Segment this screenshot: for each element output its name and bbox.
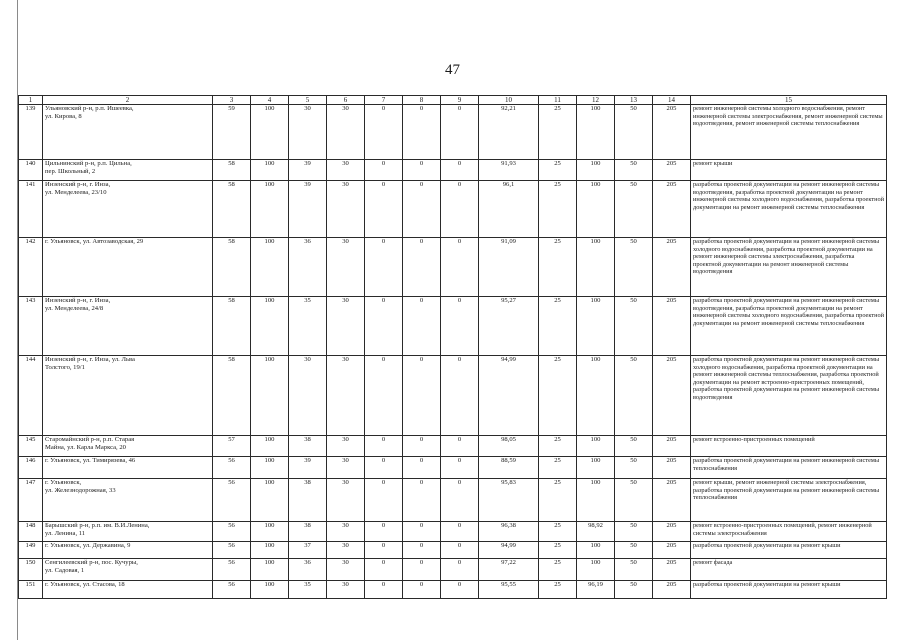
cell-row-number: 141 [19,181,43,238]
cell-col-13: 50 [615,105,653,160]
cell-col-11: 25 [539,559,577,581]
cell-row-number: 148 [19,522,43,542]
cell-col-11: 25 [539,581,577,599]
cell-col-8: 0 [403,581,441,599]
cell-col-7: 0 [365,436,403,457]
column-header-15: 15 [691,96,887,105]
cell-col-9: 0 [441,181,479,238]
cell-col-6: 30 [327,581,365,599]
cell-col-5: 39 [289,181,327,238]
cell-col-13: 50 [615,581,653,599]
cell-col-4: 100 [251,105,289,160]
column-header-11: 11 [539,96,577,105]
cell-col-6: 30 [327,356,365,436]
cell-col-5: 36 [289,238,327,297]
column-header-12: 12 [577,96,615,105]
cell-row-number: 142 [19,238,43,297]
cell-col-4: 100 [251,297,289,356]
cell-col-12: 100 [577,297,615,356]
cell-col-5: 30 [289,356,327,436]
cell-col-12: 100 [577,457,615,479]
cell-col-3: 58 [213,181,251,238]
cell-col-14: 205 [653,581,691,599]
cell-address: г. Ульяновск, ул. Державина, 9 [43,542,213,559]
cell-col-5: 37 [289,542,327,559]
cell-col-3: 56 [213,457,251,479]
cell-col-9: 0 [441,356,479,436]
cell-col-5: 35 [289,297,327,356]
cell-col-12: 100 [577,356,615,436]
column-header-13: 13 [615,96,653,105]
cell-row-number: 151 [19,581,43,599]
cell-col-14: 205 [653,542,691,559]
cell-col-3: 58 [213,297,251,356]
cell-col-3: 59 [213,105,251,160]
cell-col-10: 95,83 [479,479,539,522]
cell-works-description: разработка проектной документации на ремонт инженерной системы теплоснабжения [691,457,887,479]
cell-address: Инзенский р-н, г. Инза, ул. Менделеева, 24/8 [43,297,213,356]
cell-col-8: 0 [403,356,441,436]
table-row [19,160,887,181]
cell-address: Ульяновский р-н, р.п. Ишеевка, ул. Кирова, 8 [43,105,213,160]
cell-col-3: 58 [213,160,251,181]
cell-col-14: 205 [653,105,691,160]
cell-col-5: 30 [289,105,327,160]
cell-col-12: 100 [577,105,615,160]
cell-row-number: 140 [19,160,43,181]
table-row [19,581,887,599]
cell-works-description: разработка проектной документации на ремонт крыши [691,581,887,599]
column-header-10: 10 [479,96,539,105]
cell-col-12: 96,19 [577,581,615,599]
cell-col-14: 205 [653,297,691,356]
column-header-2: 2 [43,96,213,105]
table-row [19,457,887,479]
cell-address: Инзенский р-н, г. Инза, ул. Менделеева, 23/10 [43,181,213,238]
cell-col-13: 50 [615,436,653,457]
cell-row-number: 149 [19,542,43,559]
cell-col-4: 100 [251,522,289,542]
cell-works-description: ремонт инженерной системы холодного водоснабжения, ремонт инженерной системы электроснабжения, ремонт инженерной системы водоотведения, ремонт инженерной системы теплоснабжения [691,105,887,160]
cell-address: г. Ульяновск, ул. Тимирязева, 46 [43,457,213,479]
cell-col-5: 39 [289,160,327,181]
cell-col-8: 0 [403,542,441,559]
cell-col-4: 100 [251,160,289,181]
cell-works-description: ремонт встроенно-пристроенных помещений, ремонт инженерной системы электроснабжения [691,522,887,542]
cell-col-13: 50 [615,457,653,479]
cell-col-4: 100 [251,581,289,599]
cell-col-11: 25 [539,238,577,297]
cell-col-12: 100 [577,238,615,297]
cell-col-13: 50 [615,479,653,522]
cell-col-7: 0 [365,160,403,181]
cell-col-12: 100 [577,559,615,581]
cell-col-12: 100 [577,160,615,181]
cell-address: Инзенский р-н, г. Инза, ул. Льва Толстого, 19/1 [43,356,213,436]
cell-col-10: 96,38 [479,522,539,542]
cell-address: г. Ульяновск, ул. Стасова, 18 [43,581,213,599]
cell-col-7: 0 [365,559,403,581]
cell-col-8: 0 [403,181,441,238]
cell-col-11: 25 [539,105,577,160]
cell-col-9: 0 [441,105,479,160]
cell-col-14: 205 [653,479,691,522]
cell-col-7: 0 [365,297,403,356]
cell-col-8: 0 [403,297,441,356]
table-row [19,238,887,297]
cell-col-4: 100 [251,181,289,238]
cell-col-9: 0 [441,542,479,559]
cell-address: Цильнинский р-н, р.п. Цильна, пер. Школьный, 2 [43,160,213,181]
column-header-9: 9 [441,96,479,105]
cell-col-4: 100 [251,479,289,522]
cell-col-4: 100 [251,542,289,559]
cell-col-13: 50 [615,238,653,297]
table-row [19,542,887,559]
cell-col-7: 0 [365,457,403,479]
cell-col-9: 0 [441,436,479,457]
cell-col-8: 0 [403,105,441,160]
cell-col-8: 0 [403,160,441,181]
cell-col-14: 205 [653,238,691,297]
cell-col-13: 50 [615,522,653,542]
cell-col-6: 30 [327,457,365,479]
cell-col-7: 0 [365,542,403,559]
cell-col-10: 91,93 [479,160,539,181]
cell-col-3: 56 [213,479,251,522]
cell-col-10: 92,21 [479,105,539,160]
cell-col-5: 36 [289,559,327,581]
cell-col-10: 91,09 [479,238,539,297]
table-row [19,181,887,238]
table-row [19,522,887,542]
cell-col-3: 56 [213,581,251,599]
cell-address: г. Ульяновск, ул. Железнодорожная, 33 [43,479,213,522]
cell-works-description: разработка проектной документации на ремонт инженерной системы холодного водоснабжения, разработка проектной документации на ремонт инженерной системы теплоснабжения, разработка проектной документации на ремонт встроенно-пристроенных помещений, разработка проектной документации на ремонт инженерной системы водоотведения [691,356,887,436]
cell-col-3: 56 [213,542,251,559]
cell-col-9: 0 [441,559,479,581]
cell-col-6: 30 [327,479,365,522]
cell-col-3: 56 [213,559,251,581]
column-header-1: 1 [19,96,43,105]
cell-col-12: 100 [577,479,615,522]
table-row [19,436,887,457]
cell-col-6: 30 [327,238,365,297]
column-header-3: 3 [213,96,251,105]
cell-col-3: 57 [213,436,251,457]
cell-col-3: 56 [213,522,251,542]
cell-col-3: 58 [213,356,251,436]
cell-works-description: ремонт крыши [691,160,887,181]
cell-col-7: 0 [365,479,403,522]
cell-col-11: 25 [539,542,577,559]
cell-col-13: 50 [615,356,653,436]
cell-col-11: 25 [539,356,577,436]
cell-col-7: 0 [365,522,403,542]
cell-col-9: 0 [441,297,479,356]
column-header-4: 4 [251,96,289,105]
cell-col-11: 25 [539,522,577,542]
cell-col-9: 0 [441,581,479,599]
table-row [19,105,887,160]
cell-col-14: 205 [653,522,691,542]
cell-col-11: 25 [539,297,577,356]
cell-col-10: 88,59 [479,457,539,479]
cell-col-8: 0 [403,457,441,479]
cell-col-6: 30 [327,436,365,457]
cell-col-4: 100 [251,436,289,457]
cell-col-5: 35 [289,581,327,599]
cell-col-11: 25 [539,479,577,522]
cell-row-number: 143 [19,297,43,356]
table-header [19,96,887,105]
cell-works-description: ремонт встроенно-пристроенных помещений [691,436,887,457]
cell-works-description: разработка проектной документации на ремонт крыши [691,542,887,559]
cell-col-6: 30 [327,522,365,542]
cell-col-11: 25 [539,457,577,479]
cell-row-number: 150 [19,559,43,581]
cell-address: Старомайнский р-н, р.п. Старая Майна, ул. Карла Маркса, 20 [43,436,213,457]
cell-works-description: ремонт крыши, ремонт инженерной системы электроснабжения, разработка проектной документации на ремонт инженерной системы теплоснабжения [691,479,887,522]
table-row [19,559,887,581]
cell-col-11: 25 [539,160,577,181]
cell-works-description: ремонт фасада [691,559,887,581]
column-header-14: 14 [653,96,691,105]
cell-address: Сенгилеевский р-н, пос. Кучуры, ул. Садовая, 1 [43,559,213,581]
cell-col-10: 97,22 [479,559,539,581]
cell-col-10: 95,55 [479,581,539,599]
cell-col-10: 98,05 [479,436,539,457]
cell-works-description: разработка проектной документации на ремонт инженерной системы водоотведения, разработка проектной документации на ремонт инженерной системы холодного водоснабжения, разработка проектной документации на ремонт инженерной системы теплоснабжения [691,181,887,238]
cell-row-number: 147 [19,479,43,522]
table-row [19,356,887,436]
cell-col-14: 205 [653,160,691,181]
cell-works-description: разработка проектной документации на ремонт инженерной системы водоотведения, разработка проектной документации на ремонт инженерной системы холодного водоснабжения, разработка проектной документации на ремонт инженерной системы теплоснабжения [691,297,887,356]
data-table [18,95,887,599]
cell-col-8: 0 [403,436,441,457]
cell-col-13: 50 [615,181,653,238]
cell-col-14: 205 [653,181,691,238]
table-body [19,105,887,599]
cell-col-10: 95,27 [479,297,539,356]
cell-col-6: 30 [327,160,365,181]
column-header-6: 6 [327,96,365,105]
cell-address: г. Ульяновск, ул. Автозаводская, 29 [43,238,213,297]
cell-col-7: 0 [365,238,403,297]
cell-col-12: 100 [577,436,615,457]
cell-col-13: 50 [615,160,653,181]
cell-address: Барышский р-н, р.п. им. В.И.Ленина, ул. Ленина, 11 [43,522,213,542]
cell-col-5: 38 [289,522,327,542]
cell-col-9: 0 [441,238,479,297]
cell-col-10: 96,1 [479,181,539,238]
cell-row-number: 146 [19,457,43,479]
cell-col-9: 0 [441,457,479,479]
cell-col-5: 39 [289,457,327,479]
cell-col-13: 50 [615,542,653,559]
cell-col-14: 205 [653,436,691,457]
column-header-5: 5 [289,96,327,105]
cell-col-4: 100 [251,559,289,581]
cell-col-9: 0 [441,160,479,181]
cell-col-8: 0 [403,522,441,542]
cell-row-number: 145 [19,436,43,457]
cell-col-8: 0 [403,559,441,581]
cell-col-14: 205 [653,559,691,581]
cell-col-6: 30 [327,297,365,356]
cell-col-13: 50 [615,559,653,581]
cell-col-7: 0 [365,581,403,599]
cell-col-4: 100 [251,457,289,479]
cell-col-14: 205 [653,356,691,436]
cell-col-6: 30 [327,542,365,559]
column-header-7: 7 [365,96,403,105]
cell-col-7: 0 [365,356,403,436]
cell-col-7: 0 [365,181,403,238]
cell-col-12: 100 [577,542,615,559]
cell-col-14: 205 [653,457,691,479]
cell-col-6: 30 [327,559,365,581]
page-number: 47 [445,62,460,78]
table-row [19,479,887,522]
table-header-row [19,96,887,105]
cell-col-6: 30 [327,105,365,160]
cell-col-5: 38 [289,436,327,457]
cell-col-4: 100 [251,356,289,436]
cell-col-10: 94,99 [479,542,539,559]
cell-col-6: 30 [327,181,365,238]
cell-col-10: 94,99 [479,356,539,436]
cell-col-11: 25 [539,181,577,238]
cell-col-7: 0 [365,105,403,160]
cell-col-4: 100 [251,238,289,297]
cell-col-5: 38 [289,479,327,522]
cell-col-9: 0 [441,479,479,522]
cell-col-9: 0 [441,522,479,542]
cell-row-number: 144 [19,356,43,436]
cell-col-12: 98,92 [577,522,615,542]
cell-col-8: 0 [403,479,441,522]
cell-row-number: 139 [19,105,43,160]
cell-col-11: 25 [539,436,577,457]
cell-col-12: 100 [577,181,615,238]
column-header-8: 8 [403,96,441,105]
cell-col-13: 50 [615,297,653,356]
cell-col-8: 0 [403,238,441,297]
cell-works-description: разработка проектной документации на ремонт инженерной системы холодного водоснабжения, разработка проектной документации на ремонт инженерной системы электроснабжения, разработка проектной документации на ремонт инженерной системы водоотведения [691,238,887,297]
table-row [19,297,887,356]
cell-col-3: 58 [213,238,251,297]
